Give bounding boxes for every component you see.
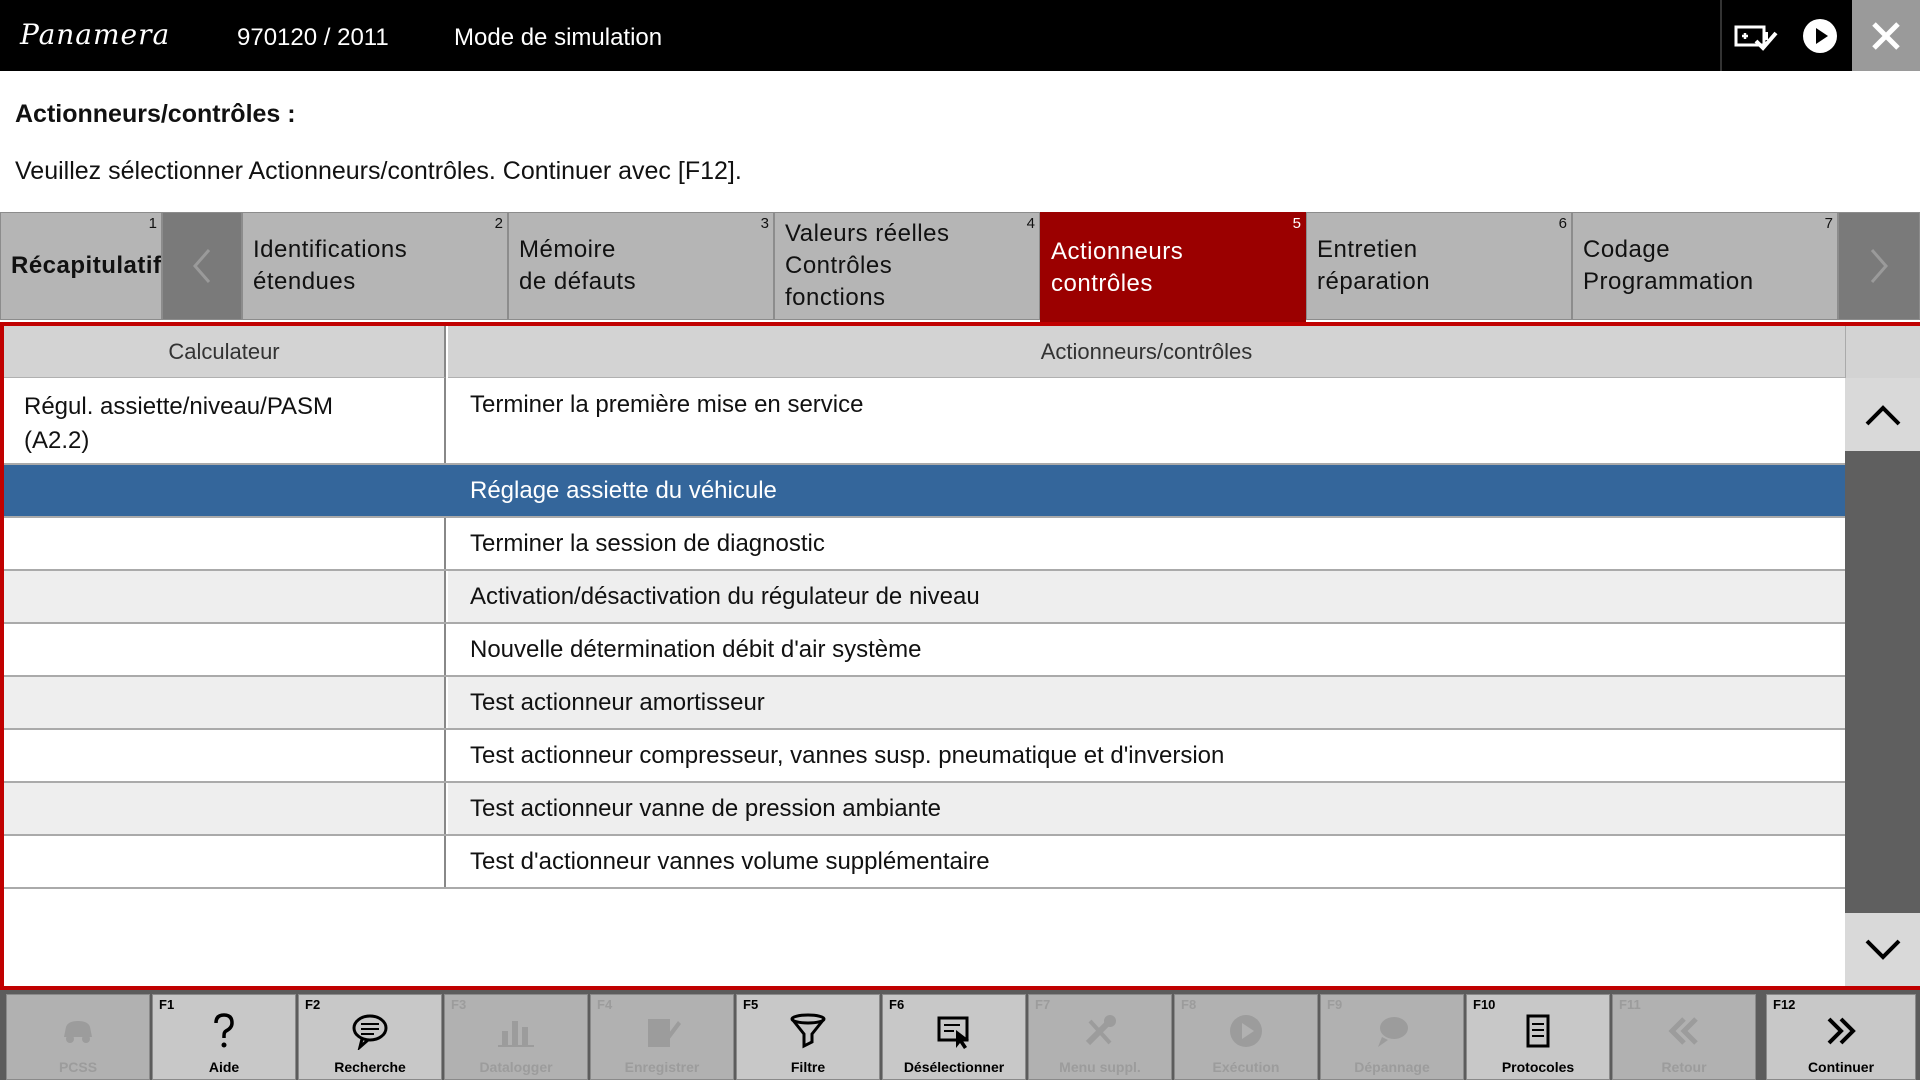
- ecu-cell: [4, 677, 446, 728]
- execute-button[interactable]: [1174, 994, 1318, 1080]
- fkey-label: Aide: [208, 1059, 240, 1075]
- ecu-cell: [4, 624, 446, 675]
- ecu-cell: Régul. assiette/niveau/PASM (A2.2): [4, 378, 446, 463]
- close-button[interactable]: [1852, 0, 1920, 71]
- continue-button[interactable]: [1766, 994, 1916, 1080]
- step-tabs: [0, 212, 1920, 322]
- scroll-header: [1845, 326, 1920, 378]
- ecu-cell: [4, 730, 446, 781]
- chevron-right-icon: [1864, 246, 1894, 286]
- fkey-label: PCSS: [58, 1059, 98, 1075]
- car-diagnostic-icon: [58, 1013, 98, 1049]
- pcss-button[interactable]: [6, 994, 150, 1080]
- tab-number: 3: [760, 215, 769, 232]
- chevron-up-icon: [1863, 402, 1903, 428]
- table-row-selected[interactable]: [4, 465, 1845, 518]
- fkey-number: F8: [1181, 997, 1197, 1012]
- fkey-number: F10: [1473, 997, 1496, 1012]
- fkey-label: Recherche: [334, 1059, 406, 1075]
- ecu-cell: [4, 783, 446, 834]
- extra-menu-button[interactable]: [1028, 994, 1172, 1080]
- tab-identifications[interactable]: [242, 212, 508, 320]
- scroll-up-button[interactable]: [1845, 378, 1920, 451]
- protocols-button[interactable]: [1466, 994, 1610, 1080]
- search-button[interactable]: [298, 994, 442, 1080]
- question-mark-icon: [209, 1012, 239, 1050]
- instruction-text: Veuillez sélectionner Actionneurs/contrôles. Continuer avec [F12].: [15, 157, 742, 185]
- tab-memoire-defauts[interactable]: [508, 212, 774, 320]
- fkey-number: F11: [1619, 997, 1641, 1012]
- tab-actionneurs[interactable]: [1040, 212, 1306, 324]
- page-title: Actionneurs/contrôles :: [15, 100, 296, 128]
- back-button[interactable]: [1612, 994, 1756, 1080]
- fkey-label: Protocoles: [1501, 1059, 1575, 1075]
- deselect-list-icon: [934, 1012, 974, 1050]
- table-row[interactable]: [4, 836, 1845, 889]
- column-header-actionneurs: Actionneurs/contrôles: [448, 326, 1845, 378]
- action-cell: Test actionneur amortisseur: [448, 677, 1845, 728]
- brand-logo: Panamera: [20, 18, 171, 51]
- deselect-button[interactable]: [882, 994, 1026, 1080]
- tab-recapitulatif[interactable]: [0, 212, 162, 320]
- tab-label: Codage Programmation: [1583, 236, 1754, 295]
- tools-icon: [1080, 1013, 1120, 1049]
- action-cell: Test d'actionneur vannes volume supplémentaire: [470, 847, 990, 875]
- table-row[interactable]: [4, 730, 1845, 783]
- tab-codage[interactable]: [1572, 212, 1838, 320]
- search-document-icon: [350, 1012, 390, 1050]
- table-row[interactable]: [4, 571, 1845, 624]
- fkey-label: Dépannage: [1354, 1059, 1430, 1075]
- tab-scroll-right-button[interactable]: [1838, 212, 1920, 320]
- table-row[interactable]: [4, 378, 1845, 465]
- tab-label: Récapitulatif: [11, 252, 162, 279]
- fkey-number: F2: [305, 997, 321, 1012]
- fkey-label: Continuer: [1807, 1059, 1875, 1075]
- function-key-bar: [0, 990, 1920, 1080]
- fkey-label: Menu suppl.: [1059, 1059, 1141, 1075]
- troubleshooting-button[interactable]: [1320, 994, 1464, 1080]
- actuators-panel: [0, 322, 1920, 990]
- title-bar: [0, 0, 1920, 71]
- action-cell: Terminer la première mise en service: [470, 391, 864, 418]
- actuators-table: [4, 378, 1845, 889]
- fkey-number: F9: [1327, 997, 1343, 1012]
- battery-check-button[interactable]: [1722, 0, 1790, 71]
- tab-label: Mémoire de défauts: [519, 236, 637, 295]
- play-icon: [1802, 18, 1838, 54]
- ecu-cell: [4, 571, 446, 622]
- tab-number: 4: [1026, 215, 1035, 232]
- filter-button[interactable]: [736, 994, 880, 1080]
- fkey-label: Désélectionner: [903, 1059, 1005, 1075]
- help-button[interactable]: [152, 994, 296, 1080]
- document-edit-icon: [642, 1013, 682, 1049]
- filter-funnel-icon: [788, 1012, 828, 1050]
- tab-scroll-left-button[interactable]: [162, 212, 242, 320]
- play-button[interactable]: [1790, 0, 1850, 71]
- fkey-number: F3: [451, 997, 467, 1012]
- table-row[interactable]: [4, 518, 1845, 571]
- fkey-number: F1: [159, 997, 175, 1012]
- table-row[interactable]: [4, 783, 1845, 836]
- chevron-down-icon: [1863, 937, 1903, 963]
- action-cell: Test actionneur vanne de pression ambiante: [448, 783, 1845, 834]
- chevron-left-icon: [187, 246, 217, 286]
- vertical-scrollbar[interactable]: [1845, 378, 1920, 986]
- fkey-number: F5: [743, 997, 759, 1012]
- tab-entretien[interactable]: [1306, 212, 1572, 320]
- mode-label: Mode de simulation: [454, 24, 663, 51]
- fkey-number: F6: [889, 997, 905, 1012]
- fkey-number: F7: [1035, 997, 1051, 1012]
- double-chevron-right-icon: [1821, 1013, 1861, 1049]
- action-cell: Terminer la session de diagnostic: [470, 529, 825, 557]
- double-chevron-left-icon: [1664, 1013, 1704, 1049]
- fkey-label: Retour: [1661, 1059, 1707, 1075]
- column-header-calculateur: Calculateur: [4, 326, 446, 378]
- ecu-cell: [4, 518, 446, 569]
- tab-label: Valeurs réelles Contrôles fonctions: [785, 220, 950, 311]
- tab-label: Entretien réparation: [1317, 236, 1431, 295]
- tab-number: 6: [1558, 215, 1567, 232]
- ecu-cell: [4, 465, 446, 516]
- fkey-label: Datalogger: [479, 1059, 553, 1075]
- close-icon: [1870, 20, 1902, 52]
- fkey-number: F4: [597, 997, 613, 1012]
- action-cell: Test actionneur compresseur, vannes susp. pneumatique et d'inversion: [470, 741, 1225, 769]
- tab-number: 1: [148, 215, 157, 232]
- table-row[interactable]: [4, 677, 1845, 730]
- tab-number: 5: [1292, 215, 1301, 232]
- battery-check-icon: [1734, 21, 1778, 51]
- action-cell: Activation/désactivation du régulateur de niveau: [448, 571, 1845, 622]
- action-cell: Nouvelle détermination débit d'air système: [470, 635, 922, 663]
- tab-valeurs-reelles[interactable]: [774, 212, 1040, 320]
- ecu-cell: [4, 836, 446, 887]
- fkey-label: Exécution: [1212, 1059, 1280, 1075]
- table-row[interactable]: [4, 624, 1845, 677]
- save-button[interactable]: [590, 994, 734, 1080]
- action-cell: Réglage assiette du véhicule: [448, 465, 1845, 516]
- tab-number: 7: [1824, 215, 1833, 232]
- datalogger-button[interactable]: [444, 994, 588, 1080]
- fkey-label: Filtre: [790, 1059, 826, 1075]
- play-icon: [1228, 1013, 1264, 1049]
- tab-label: Actionneurs contrôles: [1051, 238, 1184, 297]
- tab-number: 2: [494, 215, 503, 232]
- vehicle-id: 970120 / 2011: [237, 24, 389, 51]
- fkey-label: Enregistrer: [624, 1059, 700, 1075]
- bar-chart-icon: [496, 1013, 536, 1049]
- document-icon: [1522, 1012, 1554, 1050]
- scroll-down-button[interactable]: [1845, 913, 1920, 986]
- fkey-number: F12: [1773, 997, 1796, 1012]
- troubleshooting-icon: [1372, 1013, 1412, 1049]
- tab-label: Identifications étendues: [253, 236, 408, 295]
